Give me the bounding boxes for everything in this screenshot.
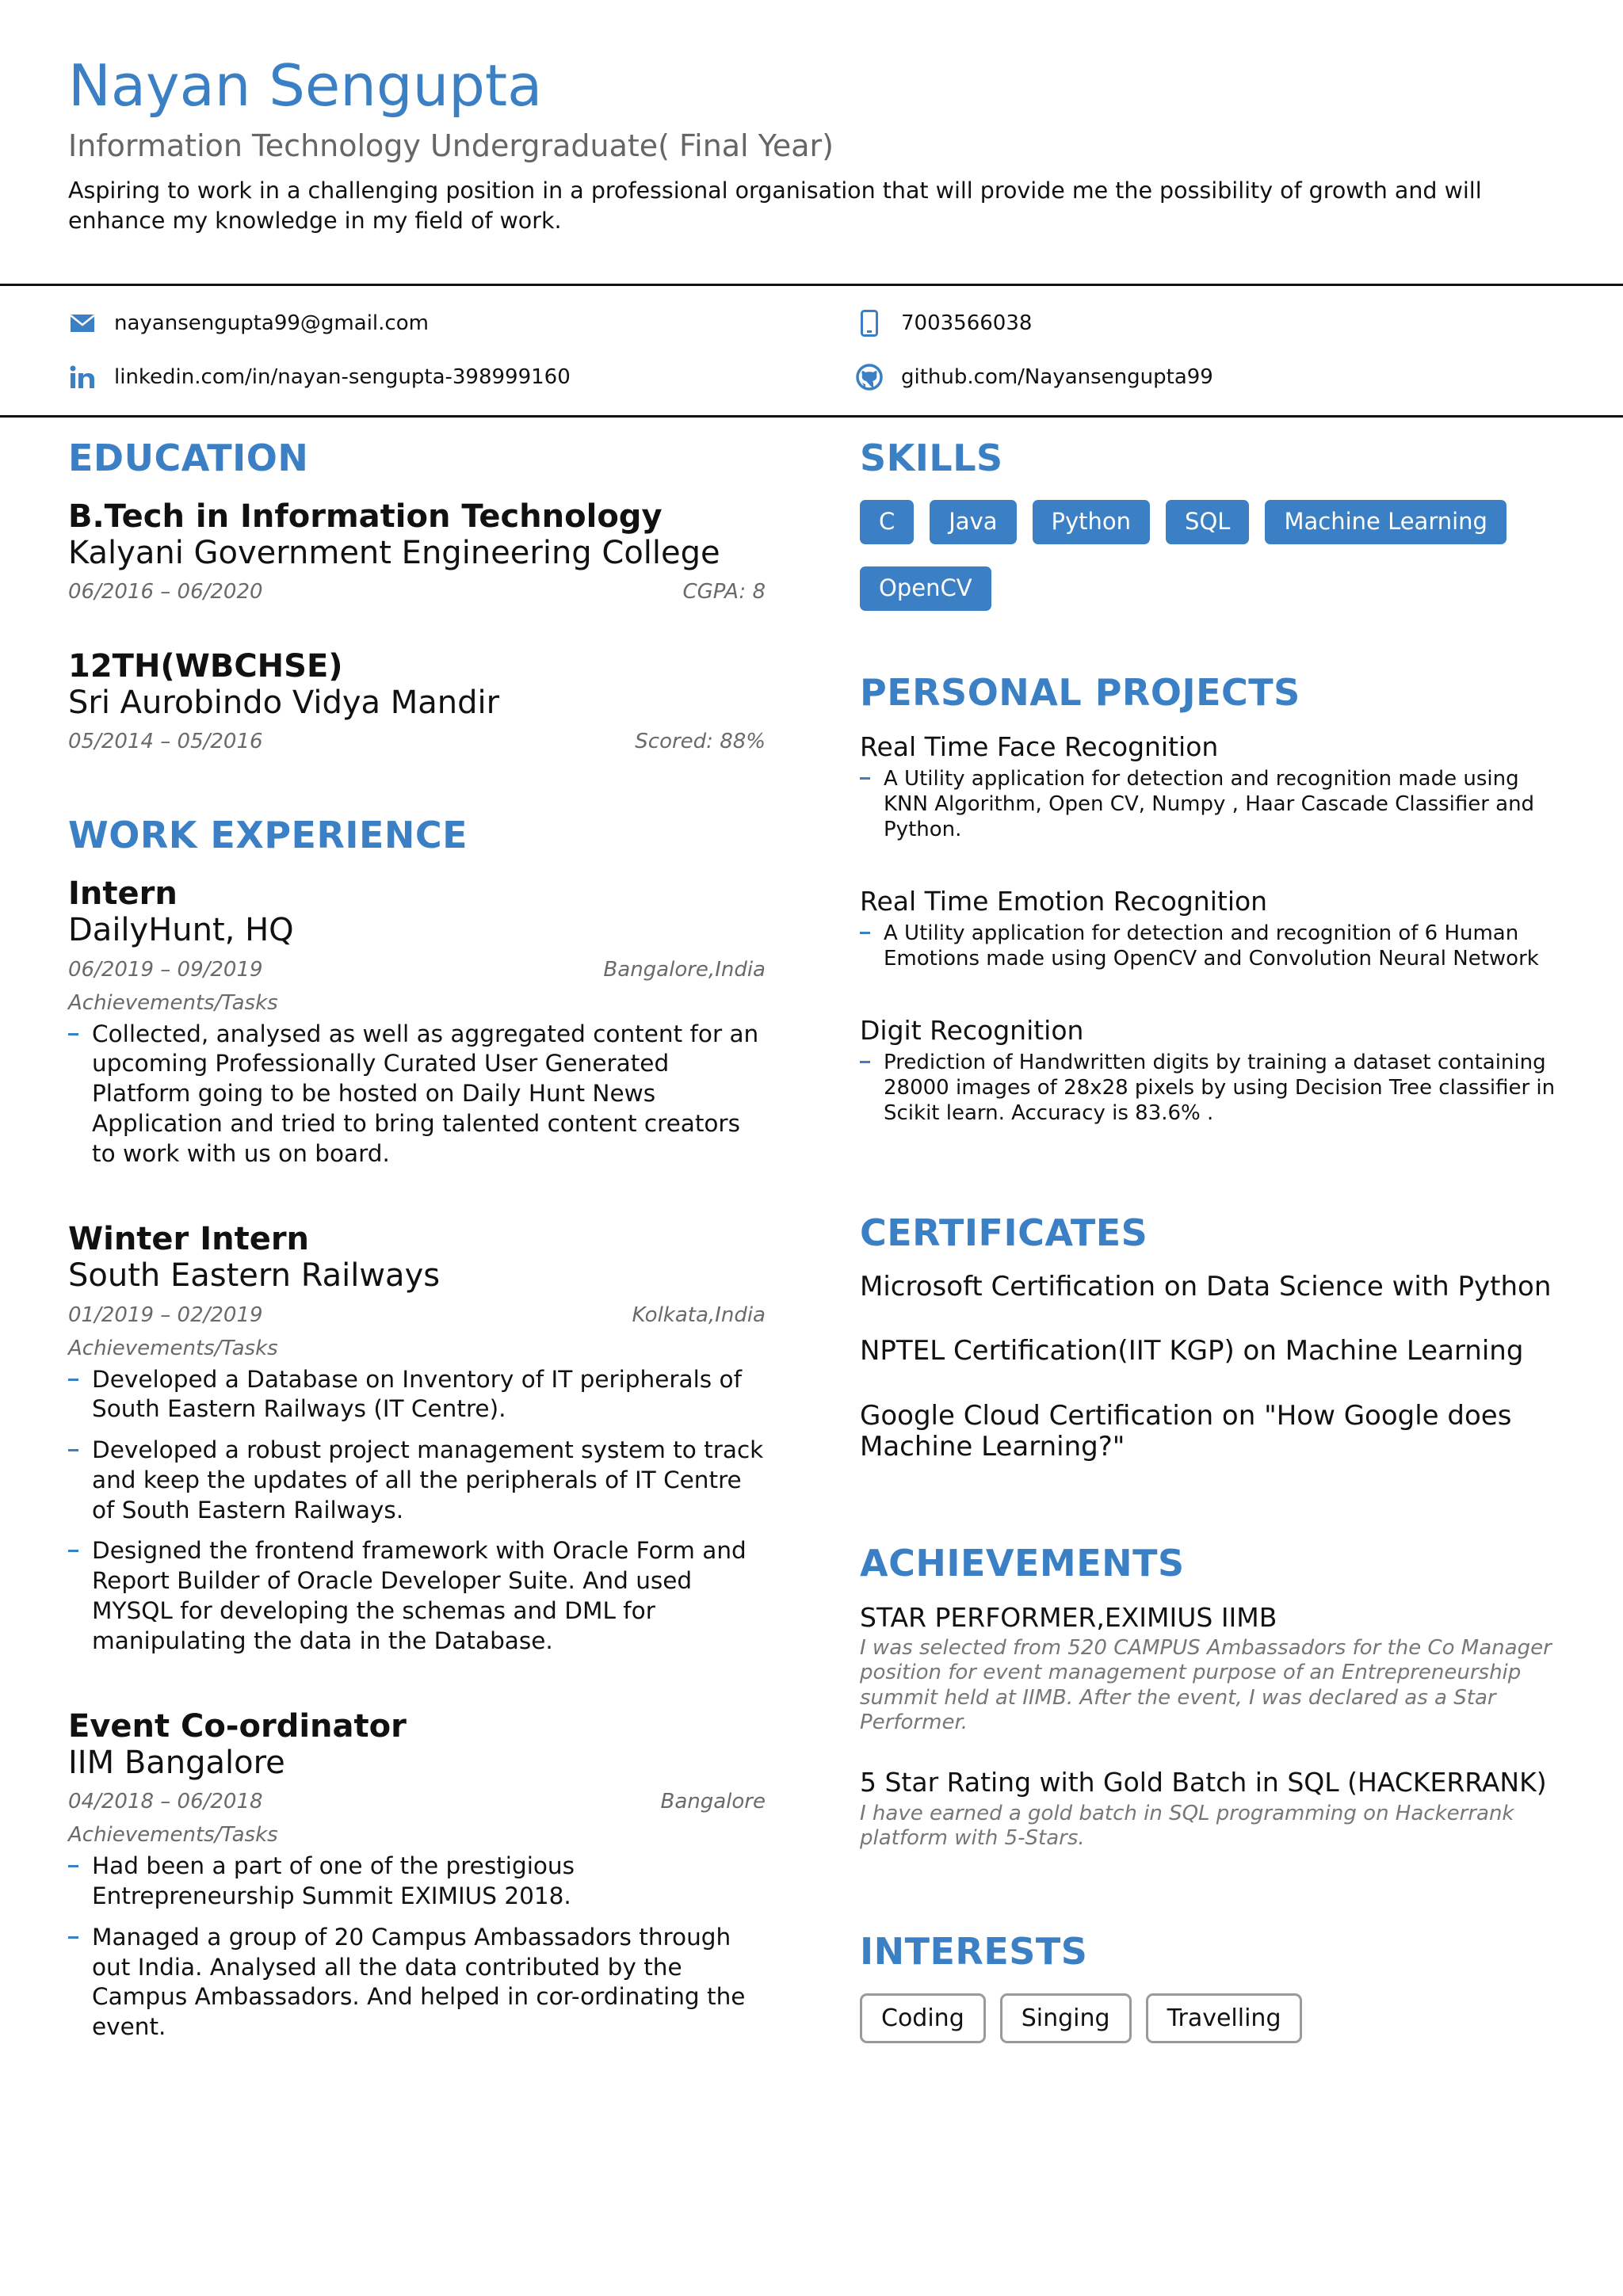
project-desc-list bbox=[860, 767, 1557, 842]
skill-tag: C bbox=[860, 500, 914, 544]
section-title-interests: INTERESTS bbox=[860, 1930, 1088, 1973]
education-school: Sri Aurobindo Vidya Mandir bbox=[68, 685, 500, 722]
work-location: Kolkata,India bbox=[632, 1302, 766, 1327]
work-tasks-label: Achievements/Tasks bbox=[68, 1336, 278, 1360]
work-role: Winter Intern bbox=[68, 1221, 310, 1258]
work-dates: 01/2019 – 02/2019 bbox=[68, 1302, 263, 1327]
project-description: Prediction of Handwritten digits by training a dataset containing 28000 images of 28x28 pixels by using Decision Tree classifier in Scikit learn. Accuracy is 83.6% . bbox=[860, 1051, 1557, 1126]
project-name: Digit Recognition bbox=[860, 1014, 1084, 1046]
certificate-item: Google Cloud Certification on "How Google does Machine Learning?" bbox=[860, 1399, 1512, 1463]
project-item bbox=[860, 1015, 1557, 1127]
project-name: Real Time Emotion Recognition bbox=[860, 885, 1268, 917]
interest-tag: Coding bbox=[860, 1993, 986, 2043]
interest-tag: Singing bbox=[1000, 1993, 1132, 2043]
work-organization: South Eastern Railways bbox=[68, 1257, 441, 1295]
work-organization: DailyHunt, HQ bbox=[68, 912, 294, 949]
work-role: Intern bbox=[68, 875, 178, 913]
section-title-work-experience: WORK EXPERIENCE bbox=[68, 814, 468, 857]
phone-icon bbox=[855, 309, 884, 338]
education-dates: 06/2016 – 06/2020 bbox=[68, 580, 263, 605]
project-desc-list bbox=[860, 1051, 1557, 1126]
education-degree: B.Tech in Information Technology bbox=[68, 498, 663, 535]
contact-phone[interactable] bbox=[855, 309, 1032, 338]
resume-header bbox=[68, 52, 1558, 237]
education-score: Scored: 88% bbox=[635, 730, 766, 754]
contact-linkedin[interactable] bbox=[68, 363, 571, 391]
interest-tag: Travelling bbox=[1146, 1993, 1303, 2043]
work-task: Had been a part of one of the prestigious Entrepreneurship Summit EXIMIUS 2018. bbox=[68, 1852, 766, 1912]
work-location: Bangalore bbox=[660, 1790, 766, 1814]
project-name: Real Time Face Recognition bbox=[860, 730, 1219, 762]
skill-tag: SQL bbox=[1166, 500, 1249, 544]
certificate-item: NPTEL Certification(IIT KGP) on Machine Learning bbox=[860, 1335, 1524, 1367]
education-meta bbox=[68, 730, 766, 753]
github-text: github.com/Nayansengupta99 bbox=[901, 365, 1213, 389]
section-title-skills: SKILLS bbox=[860, 437, 1003, 479]
work-task: Managed a group of 20 Campus Ambassadors through out India. Analysed all the data contributed by the Campus Ambassadors. And helped in cor-ordinating the event. bbox=[68, 1923, 766, 2042]
project-item bbox=[860, 886, 1557, 972]
work-task-list bbox=[68, 1852, 766, 2042]
achievement-item bbox=[860, 1767, 1557, 1851]
contact-github[interactable] bbox=[855, 363, 1213, 391]
education-item bbox=[68, 498, 766, 604]
work-item bbox=[68, 875, 766, 1169]
work-meta bbox=[68, 1303, 766, 1327]
header-divider-top bbox=[0, 284, 1623, 286]
section-title-personal-projects: PERSONAL PROJECTS bbox=[860, 670, 1300, 714]
work-organization: IIM Bangalore bbox=[68, 1745, 285, 1782]
skill-tag: OpenCV bbox=[860, 566, 991, 611]
work-tasks-label: Achievements/Tasks bbox=[68, 990, 278, 1015]
skill-tag: Machine Learning bbox=[1265, 500, 1507, 544]
work-location: Bangalore,India bbox=[603, 957, 766, 982]
candidate-title: Information Technology Undergraduate( Final Year) bbox=[68, 128, 834, 163]
work-task-list bbox=[68, 1020, 766, 1169]
work-item bbox=[68, 1221, 766, 1656]
work-task: Developed a Database on Inventory of IT peripherals of South Eastern Railways (IT Centre). bbox=[68, 1365, 766, 1425]
phone-text: 7003566038 bbox=[901, 311, 1033, 335]
project-desc-list bbox=[860, 921, 1557, 971]
work-dates: 04/2018 – 06/2018 bbox=[68, 1790, 263, 1814]
skill-tag: Java bbox=[930, 500, 1016, 544]
certificate-item: Microsoft Certification on Data Science with Python bbox=[860, 1271, 1552, 1303]
education-school: Kalyani Government Engineering College bbox=[68, 535, 720, 571]
project-item bbox=[860, 731, 1557, 843]
achievement-name: STAR PERFORMER,EXIMIUS IIMB bbox=[860, 1601, 1277, 1633]
section-title-achievements: ACHIEVEMENTS bbox=[860, 1541, 1185, 1585]
project-description: A Utility application for detection and recognition made using KNN Algorithm, Open CV, Numpy , Haar Cascade Classifier and Python. bbox=[860, 767, 1557, 842]
email-icon bbox=[68, 309, 97, 338]
section-title-education: EDUCATION bbox=[68, 437, 309, 479]
candidate-name: Nayan Sengupta bbox=[68, 52, 543, 119]
work-tasks-label: Achievements/Tasks bbox=[68, 1823, 278, 1848]
right-column bbox=[860, 437, 1557, 2043]
github-icon bbox=[855, 363, 884, 391]
skills-list bbox=[860, 500, 1557, 611]
work-task: Developed a robust project management system to track and keep the updates of all the peripherals of IT Centre of South Eastern Railways. bbox=[68, 1436, 766, 1525]
summary-text: Aspiring to work in a challenging position in a professional organisation that will provide me the possibility of growth and will enhance my knowledge in my field of work. bbox=[68, 177, 1482, 235]
header-divider-bottom bbox=[0, 415, 1623, 418]
skill-tag: Python bbox=[1033, 500, 1151, 544]
work-role: Event Co-ordinator bbox=[68, 1708, 407, 1745]
linkedin-icon bbox=[68, 363, 97, 391]
work-task: Designed the frontend framework with Oracle Form and Report Builder of Oracle Developer Suite. And used MYSQL for developing the schemas and DML for manipulating the data in the Database. bbox=[68, 1536, 766, 1656]
interests-list bbox=[860, 1993, 1557, 2043]
work-meta bbox=[68, 958, 766, 982]
left-column bbox=[68, 437, 766, 2054]
achievement-name: 5 Star Rating with Gold Batch in SQL (HACKERRANK) bbox=[860, 1767, 1547, 1798]
education-score: CGPA: 8 bbox=[682, 580, 766, 605]
achievement-description: I was selected from 520 CAMPUS Ambassadors for the Co Manager position for event management purpose of an Entrepreneurship summit held at IIMB. After the event, I was declared as a Star Performer. bbox=[860, 1636, 1552, 1734]
work-task-list bbox=[68, 1365, 766, 1657]
work-dates: 06/2019 – 09/2019 bbox=[68, 957, 263, 982]
section-title-certificates: CERTIFICATES bbox=[860, 1211, 1148, 1255]
work-meta bbox=[68, 1790, 766, 1814]
education-dates: 05/2014 – 05/2016 bbox=[68, 730, 263, 754]
email-text: nayansengupta99@gmail.com bbox=[114, 311, 429, 335]
achievement-item bbox=[860, 1602, 1557, 1735]
education-item bbox=[68, 648, 766, 753]
education-meta bbox=[68, 580, 766, 604]
linkedin-text: linkedin.com/in/nayan-sengupta-398999160 bbox=[114, 365, 571, 389]
contact-email[interactable] bbox=[68, 309, 429, 338]
project-description: A Utility application for detection and recognition of 6 Human Emotions made using OpenCV and Convolution Neural Network bbox=[860, 921, 1557, 971]
work-item bbox=[68, 1708, 766, 2042]
education-degree: 12TH(WBCHSE) bbox=[68, 648, 343, 685]
work-task: Collected, analysed as well as aggregated content for an upcoming Professionally Curated User Generated Platform going to be hosted on Daily Hunt News Application and tried to bring talented content creators to work with us on board. bbox=[68, 1020, 766, 1169]
achievement-description: I have earned a gold batch in SQL programming on Hackerrank platform with 5-Stars. bbox=[860, 1801, 1514, 1850]
